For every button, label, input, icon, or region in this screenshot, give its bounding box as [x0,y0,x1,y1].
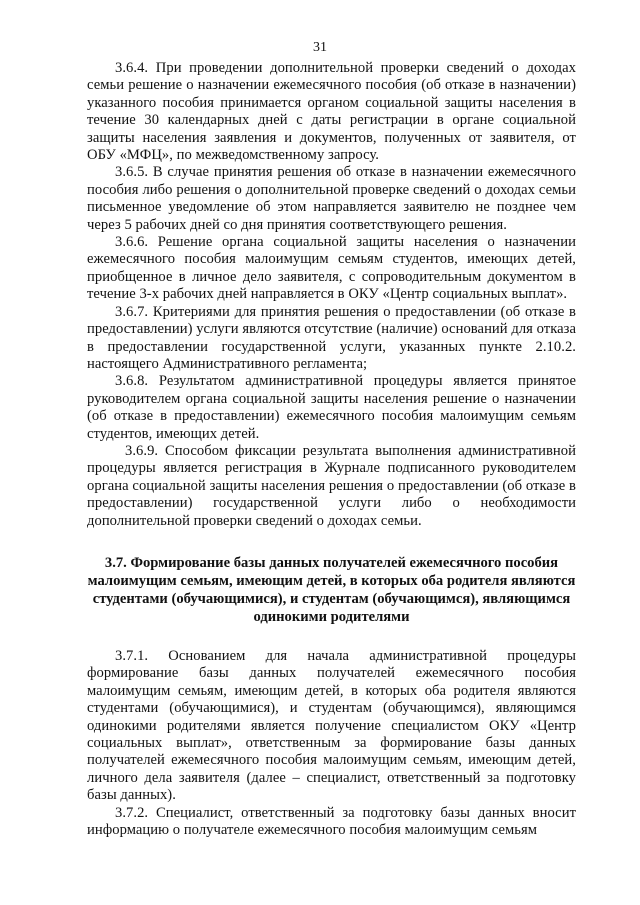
paragraph-3-7-2: 3.7.2. Специалист, ответственный за подготовку базы данных вносит информацию о получателе ежемесячного пособия малоимущим семьям [87,804,576,839]
page-number: 31 [313,40,327,55]
paragraph-3-6-5: 3.6.5. В случае принятия решения об отказе в назначении ежемесячного пособия либо решения о дополнительной проверке сведений о доходах семьи письменное уведомление об этом направляется заявителю не позднее чем через 5 рабочих дней со дня принятия соответствующего решения. [87,164,576,233]
paragraph-3-6-6: 3.6.6. Решение органа социальной защиты населения о назначении ежемесячного пособия малоимущим семьям студентов, имеющих детей, приобщенное в личное дело заявителя, с сопроводительным документом в течение 3-х рабочих дней направляется в ОКУ «Центр социальных выплат». [87,234,576,303]
document-body [87,60,576,839]
paragraph-3-6-9: 3.6.9. Способом фиксации результата выполнения административной процедуры является регистрация в Журнале подписанного руководителем органа социальной защиты населения решения о предоставлении (об отказе в предоставлении) государственной услуги либо о необходимости дополнительной проверки сведений о доходах семьи. [87,442,576,529]
paragraph-3-6-4: 3.6.4. При проведении дополнительной проверки сведений о доходах семьи решение о назначении ежемесячного пособия (об отказе в назначении) указанного пособия принимается органом социальной защиты населения в течение 30 календарных дней с даты регистрации в органе социальной защиты населения заявления и документов, полученных от заявителя, от ОБУ «МФЦ», по межведомственному запросу. [87,60,576,164]
paragraph-3-6-7: 3.6.7. Критериями для принятия решения о предоставлении (об отказе в предоставлении) услуги являются отсутствие (наличие) оснований для отказа в предоставлении государственной услуги, указанных пункте 2.10.2. настоящего Административного регламента; [87,303,576,372]
paragraph-3-7-1: 3.7.1. Основанием для начала административной процедуры формирование базы данных получателей ежемесячного пособия малоимущим семьям, имеющим детей, в которых оба родителя являются студентами (обучающимися), и студентам (обучающимся), являющимся одинокими родителями является получение специалистом ОКУ «Центр социальных выплат», ответственным за формирование базы данных получателей ежемесячного пособия малоимущим семьям, имеющим детей, личного дела заявителя (далее – специалист, ответственный за подготовку базы данных). [87,647,576,804]
paragraph-3-6-8: 3.6.8. Результатом административной процедуры является принятое руководителем органа социальной защиты населения решение о назначении (об отказе в предоставлении) ежемесячного пособия малоимущим семьям студентов, имеющих детей. [87,373,576,442]
section-heading-3-7: 3.7. Формирование базы данных получателей ежемесячного пособия малоимущим семьям, имеющим детей, в которых оба родителя являются студентами (обучающимися), и студентам (обучающимся), являющимся одинокими родителями [87,554,576,625]
